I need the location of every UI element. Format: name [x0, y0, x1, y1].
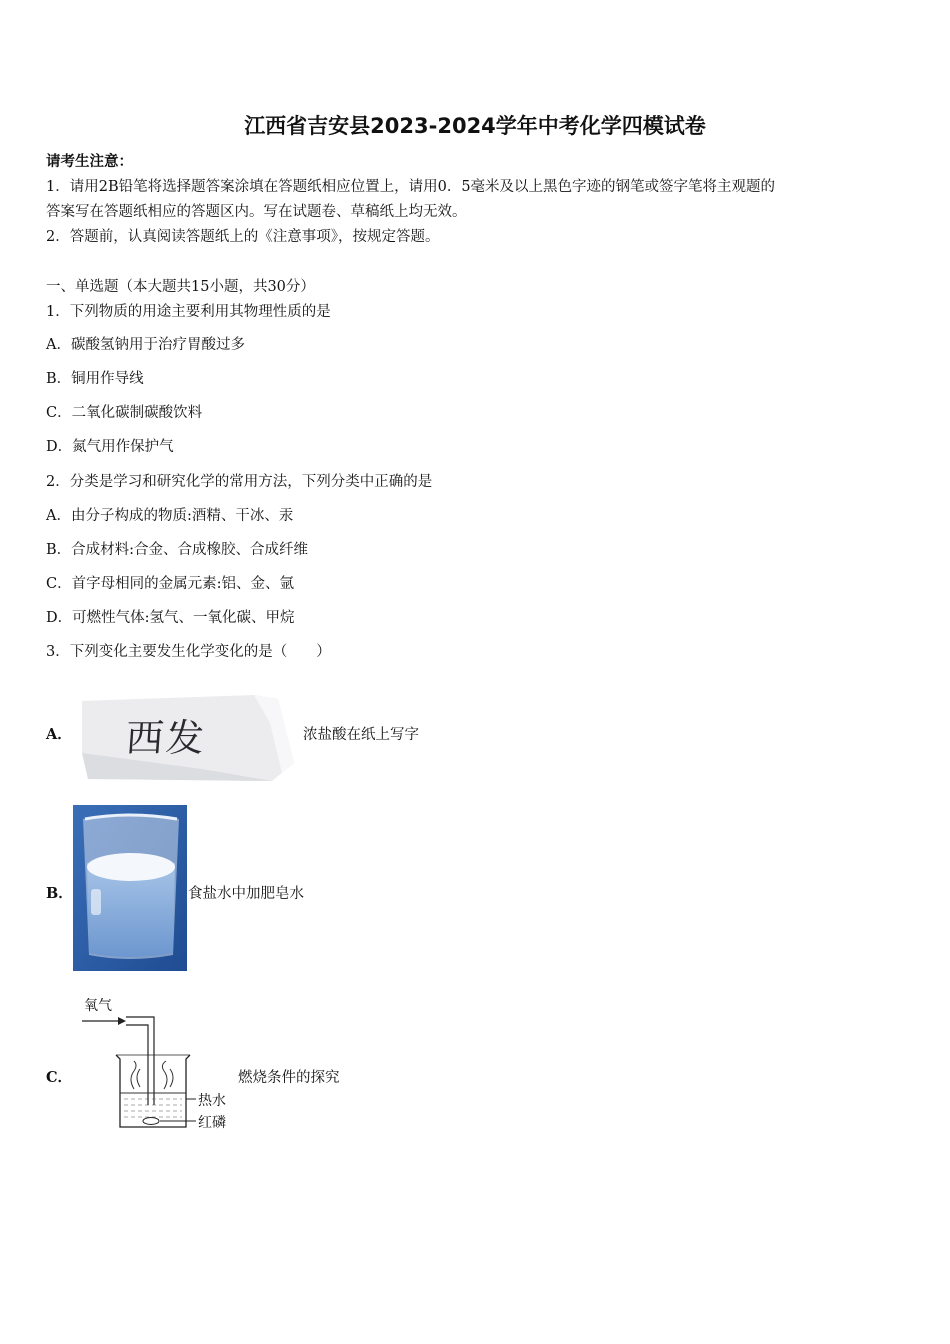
question-3-stem: 3．下列变化主要发生化学变化的是（ ）: [46, 644, 331, 660]
question-1-stem: 1．下列物质的用途主要利用其物理性质的是: [46, 304, 331, 320]
question-1-option-b: B．铜用作导线: [46, 371, 144, 387]
notice-heading: 请考生注意：: [46, 153, 133, 170]
question-3-option-b-text: 食盐水中加肥皂水: [188, 886, 304, 902]
question-3-option-c-text: 燃烧条件的探究: [238, 1070, 340, 1086]
beaker-soap-water-image: [73, 805, 187, 971]
label-hot-water: 热水: [198, 1093, 226, 1109]
question-3-option-a-letter: A．: [46, 726, 72, 743]
section-heading: 一、单选题（本大题共15小题，共30分）: [46, 279, 315, 295]
question-2-option-a: A．由分子构成的物质:酒精、干冰、汞: [46, 508, 294, 524]
notice-line-2: 2．答题前，认真阅读答题纸上的《注意事项》，按规定答题。: [46, 229, 440, 245]
question-2-option-c: C．首字母相同的金属元素:铝、金、氩: [46, 576, 294, 592]
label-oxygen: 氧气: [84, 998, 112, 1014]
question-2-stem: 2．分类是学习和研究化学的常用方法，下列分类中正确的是: [46, 474, 433, 490]
notice-line-1a: 1．请用2B铅笔将选择题答案涂填在答题纸相应位置上，请用0．5毫米及以上黑色字迹的钢笔或签字笔将主观题的: [46, 179, 776, 195]
paper-writing-text: 西发: [124, 716, 208, 760]
question-2-option-b: B．合成材料:合金、合成橡胶、合成纤维: [46, 542, 309, 558]
question-3-option-b-letter: B．: [46, 885, 73, 902]
page-title: 江西省吉安县2023-2024学年中考化学四模试卷: [244, 114, 706, 138]
combustion-apparatus-diagram: [78, 995, 238, 1135]
question-3-option-c-letter: C．: [46, 1069, 73, 1086]
label-red-phosphorus: 红磷: [198, 1115, 226, 1131]
question-3-option-a-text: 浓盐酸在纸上写字: [303, 727, 419, 743]
question-1-option-c: C．二氧化碳制碳酸饮料: [46, 405, 203, 421]
question-1-option-a: A．碳酸氢钠用于治疗胃酸过多: [46, 337, 245, 353]
notice-line-1b: 答案写在答题纸相应的答题区内。写在试题卷、草稿纸上均无效。: [46, 204, 467, 220]
paper-writing-image: [82, 693, 300, 785]
question-1-option-d: D．氮气用作保护气: [46, 439, 174, 455]
question-2-option-d: D．可燃性气体:氢气、一氧化碳、甲烷: [46, 610, 295, 626]
